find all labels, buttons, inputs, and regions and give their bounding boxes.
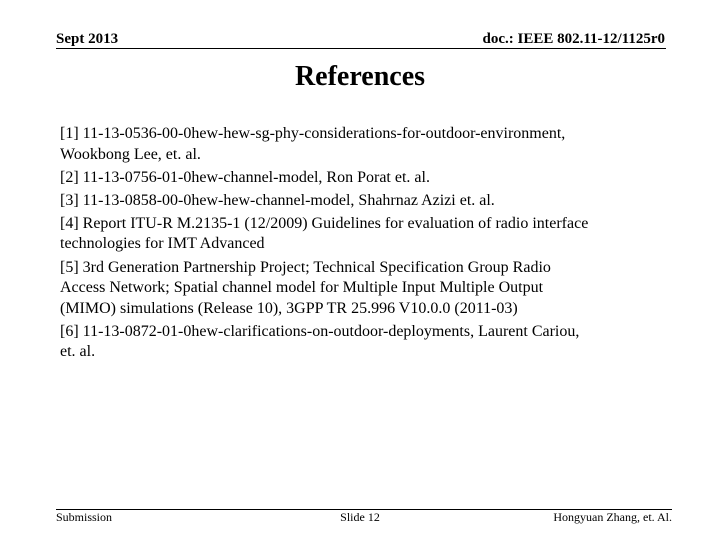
footer-slide-number: Slide 12 — [340, 510, 380, 524]
reference-line: [1] 11-13-0536-00-0hew-hew-sg-phy-considerations-for-outdoor-environment, — [60, 125, 566, 142]
reference-line: [4] Report ITU-R M.2135-1 (12/2009) Guidelines for evaluation of radio interface — [60, 214, 589, 232]
header-doc-id: doc.: IEEE 802.11-12/1125r0 — [482, 31, 665, 47]
reference-line: [2] 11-13-0756-01-0hew-channel-model, Ron Porat et. al. — [60, 168, 430, 186]
reference-line: et. al. — [60, 343, 96, 361]
reference-item-2 — [60, 168, 680, 189]
header-divider — [56, 48, 666, 49]
reference-line: [3] 11-13-0858-00-0hew-hew-channel-model, Shahrnaz Azizi et. al. — [60, 191, 495, 209]
footer-submission: Submission — [56, 510, 113, 524]
reference-item-6 — [60, 322, 680, 363]
reference-line: technologies for IMT Advanced — [60, 235, 265, 253]
footer-author: Hongyuan Zhang, et. Al. — [553, 510, 672, 524]
header-date: Sept 2013 — [56, 31, 119, 47]
reference-line: Access Network; Spatial channel model for Multiple Input Multiple Output — [60, 279, 544, 297]
reference-line: (MIMO) simulations (Release 10), 3GPP TR 25.996 V10.0.0 (2011-03) — [60, 299, 518, 317]
reference-line: [6] 11-13-0872-01-0hew-clarifications-on-outdoor-deployments, Laurent Cariou, — [60, 322, 580, 340]
reference-item-5 — [60, 258, 680, 320]
reference-line: [5] 3rd Generation Partnership Project; Technical Specification Group Radio — [60, 258, 551, 276]
reference-list — [60, 124, 680, 366]
reference-line: Wookbong Lee, et. al. — [60, 145, 201, 163]
slide-title: References — [294, 61, 426, 92]
reference-item-3 — [60, 191, 680, 212]
reference-item-4 — [60, 214, 680, 255]
reference-item-1 — [60, 124, 680, 165]
